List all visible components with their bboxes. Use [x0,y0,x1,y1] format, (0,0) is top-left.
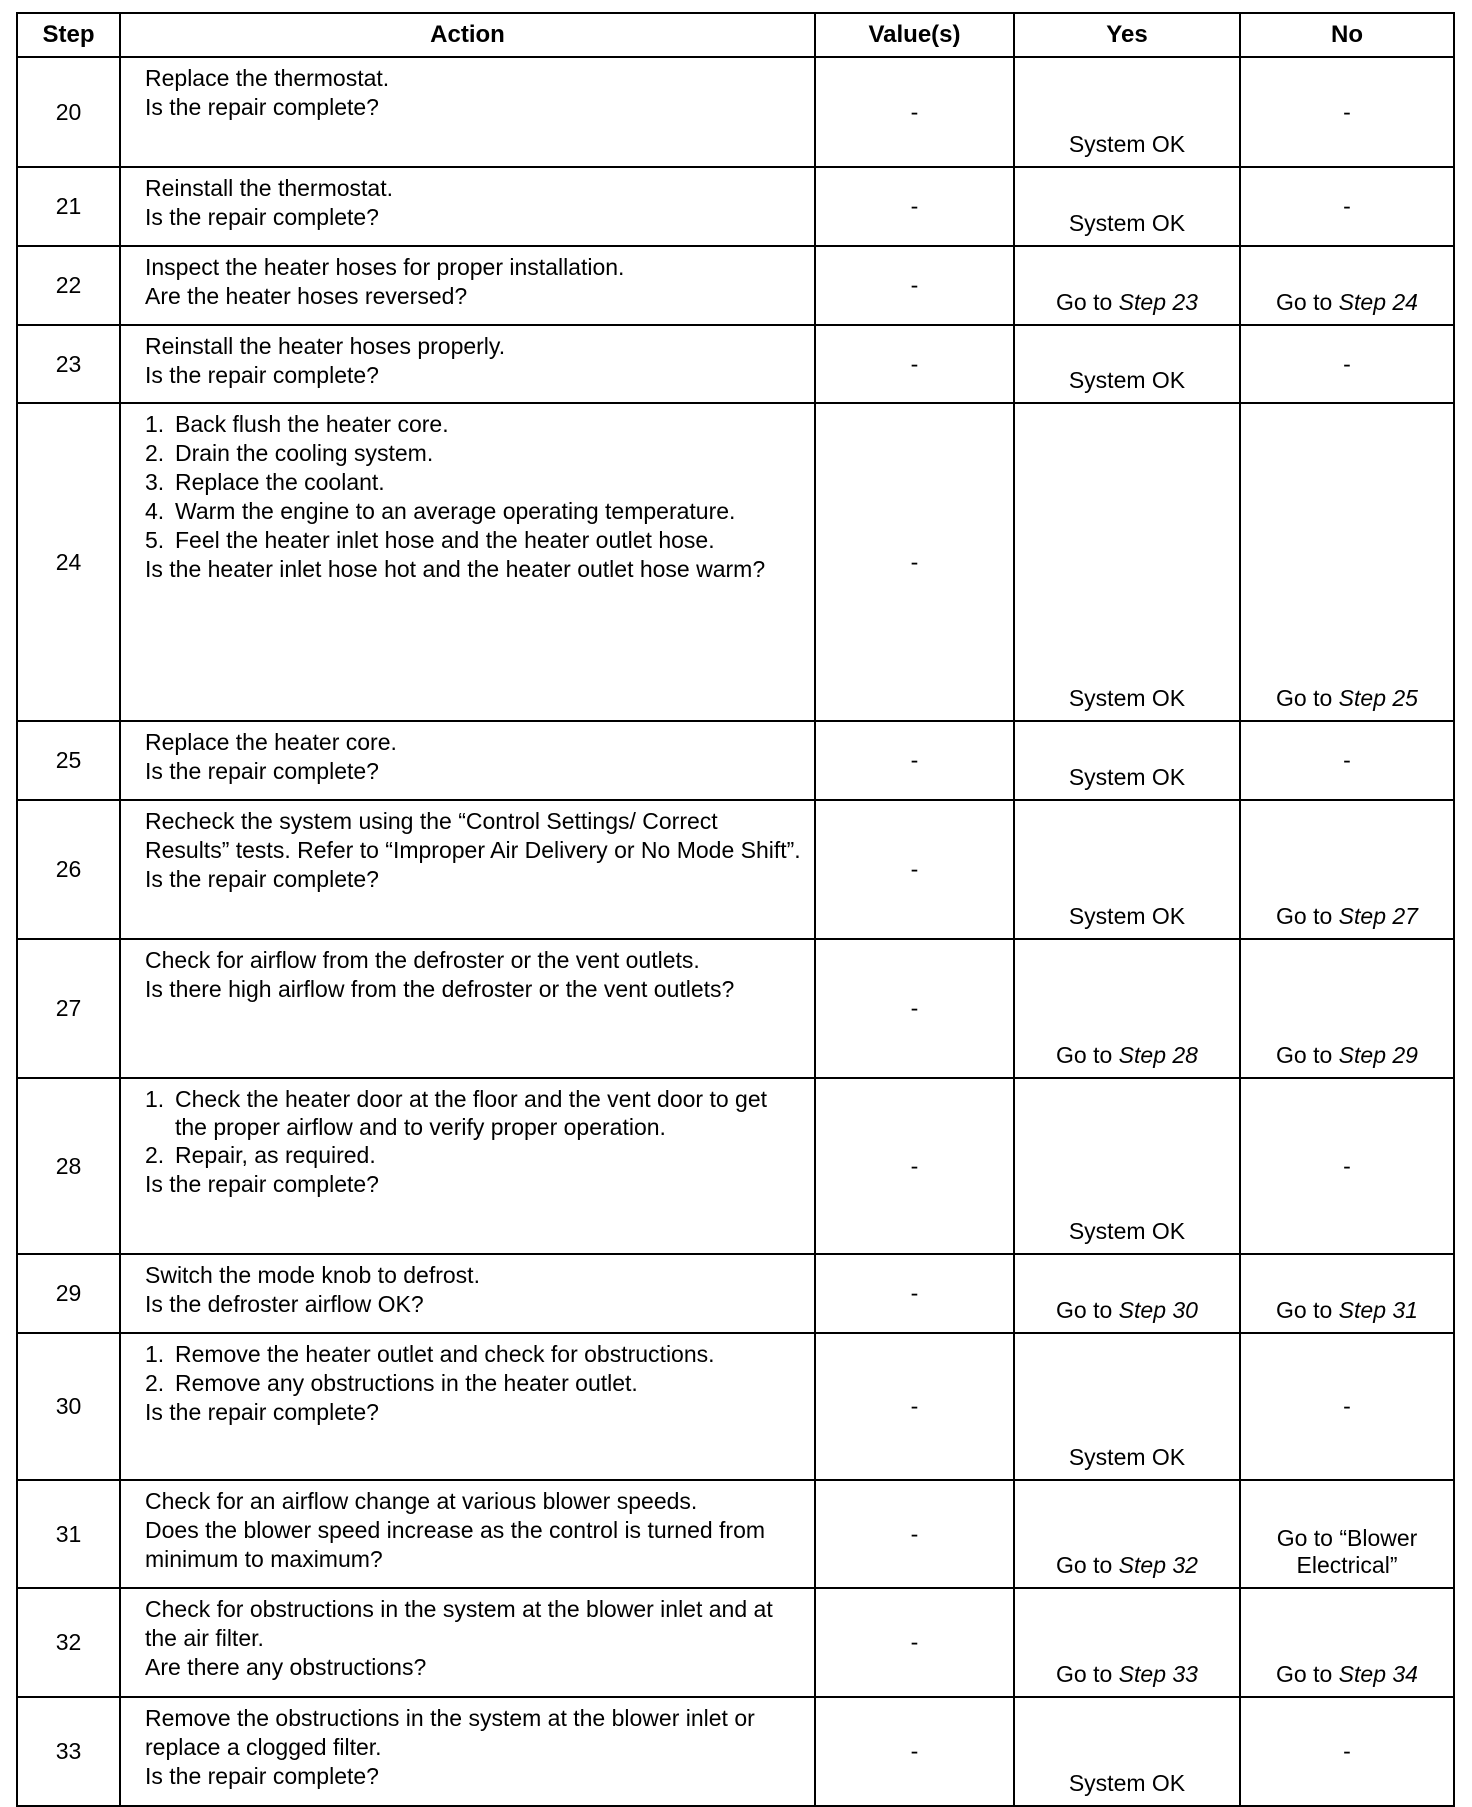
value-cell: - [815,1254,1014,1333]
action-cell [120,403,815,721]
outcome-text: Go to [1056,1042,1119,1068]
action-cell [120,1588,815,1697]
instruction-number: 3. [145,469,165,495]
outcome-text: System OK [1068,367,1186,393]
value-cell: - [815,1333,1014,1480]
outcome-text: System OK [1068,903,1186,929]
outcome-text: System OK [1068,1770,1186,1796]
step-reference: Step 29 [1338,1042,1418,1068]
action-text: Is the repair complete? [145,204,379,230]
action-cell [120,1480,815,1588]
outcome-text: Go to [1276,1042,1339,1068]
no-cell [1240,1333,1454,1480]
outcome-text: System OK [1068,764,1186,790]
action-text: Recheck the system using the “Control Settings/ Correct Results” tests. Refer to “Improper Air Delivery or No Mode Shift”. [145,808,801,863]
numbered-instruction [145,439,804,468]
outcome-text: Go to “Blower Electrical” [1276,1525,1418,1578]
outcome-text: System OK [1068,1444,1186,1470]
instruction-number: 1. [145,1086,165,1112]
action-text: Is the repair complete? [145,758,379,784]
instruction-text: Drain the cooling system. [175,440,434,466]
table-row [17,57,1454,167]
action-text: Reinstall the heater hoses properly. [145,333,506,359]
table-row [17,1588,1454,1697]
table-header-row [17,13,1454,57]
step-number: 21 [17,167,120,246]
action-text: Is the repair complete? [145,866,379,892]
value-cell: - [815,57,1014,167]
value-cell: - [815,1697,1014,1806]
value-cell: - [815,939,1014,1078]
value-cell: - [815,325,1014,403]
outcome-text: Go to [1276,289,1339,315]
yes-cell [1014,167,1240,246]
header-step: Step [17,13,120,57]
outcome-text: - [1343,747,1351,773]
yes-cell [1014,1078,1240,1254]
action-cell [120,167,815,246]
instruction-number: 4. [145,498,165,524]
step-reference: Step 27 [1338,903,1418,929]
no-cell [1240,1697,1454,1806]
action-text: Replace the heater core. [145,729,397,755]
step-reference: Step 30 [1118,1297,1198,1323]
action-text: Does the blower speed increase as the control is turned from minimum to maximum? [145,1517,766,1572]
no-cell [1240,1254,1454,1333]
step-number: 25 [17,721,120,800]
step-number: 33 [17,1697,120,1806]
no-cell [1240,721,1454,800]
table-row [17,246,1454,325]
step-reference: Step 32 [1118,1552,1198,1578]
instruction-number: 1. [145,411,165,437]
yes-cell [1014,939,1240,1078]
outcome-text: System OK [1068,685,1186,711]
step-number: 27 [17,939,120,1078]
outcome-text: - [1343,193,1351,219]
outcome-text: System OK [1068,210,1186,236]
instruction-number: 1. [145,1341,165,1367]
step-number: 26 [17,800,120,939]
value-cell: - [815,246,1014,325]
yes-cell [1014,1254,1240,1333]
action-cell [120,800,815,939]
header-action: Action [120,13,815,57]
value-cell: - [815,403,1014,721]
action-text: Is the repair complete? [145,362,379,388]
instruction-number: 2. [145,1370,165,1396]
action-cell [120,325,815,403]
outcome-text: - [1343,1393,1351,1419]
outcome-text: - [1343,1152,1351,1179]
numbered-instruction [145,497,804,526]
yes-cell [1014,57,1240,167]
outcome-text: System OK [1068,1218,1186,1244]
table-row [17,1697,1454,1806]
header-values: Value(s) [815,13,1014,57]
numbered-instruction [145,1141,804,1170]
no-cell [1240,57,1454,167]
step-number: 24 [17,403,120,721]
outcome-text: Go to [1276,1297,1339,1323]
table-row [17,325,1454,403]
outcome-text: Go to [1276,903,1339,929]
action-text: Check for an airflow change at various blower speeds. [145,1488,698,1514]
action-text: Check for airflow from the defroster or the vent outlets. [145,947,700,973]
action-text: Remove the obstructions in the system at the blower inlet or replace a clogged filter. [145,1705,755,1760]
header-yes: Yes [1014,13,1240,57]
step-number: 29 [17,1254,120,1333]
action-cell [120,1078,815,1254]
instruction-text: Warm the engine to an average operating temperature. [175,498,736,524]
no-cell [1240,1588,1454,1697]
action-text: Is the repair complete? [145,1763,379,1789]
header-no: No [1240,13,1454,57]
action-text: Is the defroster airflow OK? [145,1291,424,1317]
value-cell: - [815,800,1014,939]
yes-cell [1014,403,1240,721]
step-reference: Step 23 [1118,289,1198,315]
table-row [17,1333,1454,1480]
outcome-text: Go to [1056,1661,1119,1687]
yes-cell [1014,246,1240,325]
no-cell [1240,246,1454,325]
instruction-text: Remove any obstructions in the heater outlet. [175,1370,638,1396]
value-cell: - [815,1078,1014,1254]
outcome-text: System OK [1068,131,1186,157]
numbered-instruction [145,468,804,497]
yes-cell [1014,1697,1240,1806]
step-reference: Step 33 [1118,1661,1198,1687]
step-number: 28 [17,1078,120,1254]
numbered-instruction [145,526,804,555]
no-cell [1240,1480,1454,1588]
numbered-instruction [145,1085,804,1141]
action-cell [120,1254,815,1333]
action-cell [120,721,815,800]
value-cell: - [815,721,1014,800]
no-cell [1240,403,1454,721]
action-text: Are the heater hoses reversed? [145,283,468,309]
table-row [17,939,1454,1078]
action-cell [120,57,815,167]
outcome-text: Go to [1056,289,1119,315]
action-text: Replace the thermostat. [145,65,390,91]
table-row [17,1254,1454,1333]
no-cell [1240,1078,1454,1254]
table-row [17,800,1454,939]
action-cell [120,1333,815,1480]
instruction-text: Remove the heater outlet and check for obstructions. [175,1341,715,1367]
outcome-text: Go to [1276,685,1339,711]
action-text: Are there any obstructions? [145,1654,427,1680]
step-number: 32 [17,1588,120,1697]
action-cell [120,246,815,325]
step-number: 22 [17,246,120,325]
value-cell: - [815,1480,1014,1588]
table-row [17,1078,1454,1254]
yes-cell [1014,800,1240,939]
action-text: Check for obstructions in the system at the blower inlet and at the air filter. [145,1596,773,1651]
step-reference: Step 25 [1338,685,1418,711]
value-cell: - [815,1588,1014,1697]
value-cell: - [815,167,1014,246]
step-number: 23 [17,325,120,403]
action-cell [120,1697,815,1806]
diagnostic-table [16,12,1455,1807]
action-text: Reinstall the thermostat. [145,175,394,201]
step-reference: Step 24 [1338,289,1418,315]
outcome-text: - [1343,98,1351,125]
yes-cell [1014,1333,1240,1480]
outcome-text: Go to [1056,1552,1119,1578]
step-reference: Step 28 [1118,1042,1198,1068]
table-row [17,403,1454,721]
step-number: 31 [17,1480,120,1588]
step-reference: Step 34 [1338,1661,1418,1687]
outcome-text: Go to [1056,1297,1119,1323]
instruction-text: Back flush the heater core. [175,411,449,437]
yes-cell [1014,721,1240,800]
step-reference: Step 31 [1338,1297,1418,1323]
outcome-text: - [1343,350,1351,377]
no-cell [1240,939,1454,1078]
instruction-number: 2. [145,1142,165,1168]
action-text: Switch the mode knob to defrost. [145,1262,480,1288]
yes-cell [1014,325,1240,403]
action-text: Is there high airflow from the defroster or the vent outlets? [145,976,735,1002]
no-cell [1240,167,1454,246]
step-number: 30 [17,1333,120,1480]
table-row [17,1480,1454,1588]
numbered-instruction [145,1340,804,1369]
instruction-text: Replace the coolant. [175,469,385,495]
no-cell [1240,325,1454,403]
action-cell [120,939,815,1078]
numbered-instruction [145,410,804,439]
action-text: Is the repair complete? [145,94,379,120]
action-text: Inspect the heater hoses for proper installation. [145,254,625,280]
instruction-number: 2. [145,440,165,466]
no-cell [1240,800,1454,939]
instruction-text: Repair, as required. [175,1142,376,1168]
action-text: Is the repair complete? [145,1171,379,1197]
table-row [17,721,1454,800]
yes-cell [1014,1480,1240,1588]
instruction-text: Check the heater door at the floor and the vent door to get the proper airflow and to verify proper operation. [175,1086,768,1140]
outcome-text: - [1343,1738,1351,1764]
instruction-text: Feel the heater inlet hose and the heater outlet hose. [175,527,715,553]
table-row [17,167,1454,246]
step-number: 20 [17,57,120,167]
yes-cell [1014,1588,1240,1697]
outcome-text: Go to [1276,1661,1339,1687]
numbered-instruction [145,1369,804,1398]
action-text: Is the heater inlet hose hot and the heater outlet hose warm? [145,556,766,582]
action-text: Is the repair complete? [145,1399,379,1425]
instruction-number: 5. [145,527,165,553]
